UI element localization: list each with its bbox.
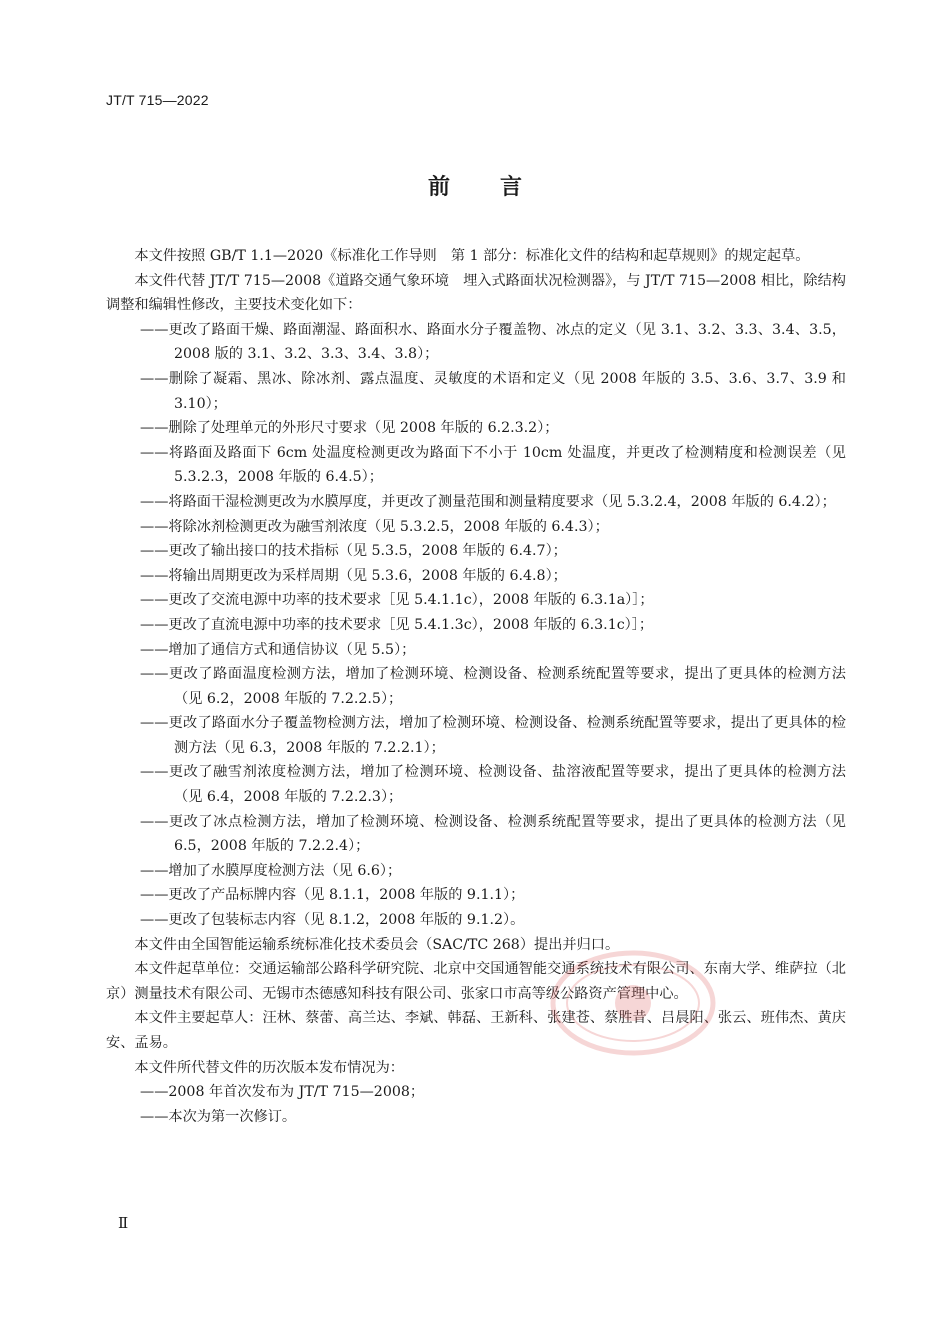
change-item: ——更改了交流电源中功率的技术要求［见 5.4.1.1c），2008 年版的 6.3.1a）］； <box>140 592 654 609</box>
change-item: ——将除冰剂检测更改为融雪剂浓度（见 5.3.2.5，2008 年版的 6.4.3）； <box>140 518 609 535</box>
standard-code-header: JT/T 715—2022 <box>106 92 209 108</box>
page-number: Ⅱ <box>118 1216 129 1232</box>
change-item: ——删除了处理单元的外形尺寸要求（见 2008 年版的 6.2.3.2）； <box>140 420 559 437</box>
change-item: ——将路面及路面下 6cm 处温度检测更改为路面下不小于 10cm 处温度，并更改了检测精度和检测误差（见 5.3.2.3，2008 年版的 6.4.5）； <box>140 444 846 486</box>
change-item: ——增加了水膜厚度检测方法（见 6.6）； <box>140 862 402 879</box>
change-item: ——更改了路面干燥、路面潮湿、路面积水、路面水分子覆盖物、冰点的定义（见 3.1、3.2、3.3、3.4、3.5，2008 版的 3.1、3.2、3.3、3.4、3.8）； <box>140 321 846 363</box>
preface-body <box>106 244 846 1129</box>
change-item: ——更改了路面温度检测方法，增加了检测环境、检测设备、检测系统配置等要求，提出了更具体的检测方法（见 6.2，2008 年版的 7.2.2.5）； <box>140 666 846 707</box>
change-item: ——更改了输出接口的技术指标（见 5.3.5，2008 年版的 6.4.7）； <box>140 543 567 560</box>
change-item: ——将输出周期更改为采样周期（见 5.3.6，2008 年版的 6.4.8）； <box>140 567 567 584</box>
page-title: 前言 <box>427 175 572 200</box>
drafting-units-paragraph: 本文件起草单位：交通运输部公路科学研究院、北京中交国通智能交通系统技术有限公司、东南大学、维萨拉（北京）测量技术有限公司、无锡市杰德感知科技有限公司、张家口市高等级公路资产管理中心。 <box>106 961 846 1002</box>
history-item: ——本次为第一次修订。 <box>140 1108 297 1125</box>
change-item: ——更改了冰点检测方法，增加了检测环境、检测设备、检测系统配置等要求，提出了更具体的检测方法（见 6.5，2008 年版的 7.2.2.4）； <box>140 813 846 855</box>
change-item: ——更改了产品标牌内容（见 8.1.1，2008 年版的 9.1.1）； <box>140 887 525 904</box>
change-item: ——更改了包装标志内容（见 8.1.2，2008 年版的 9.1.2）。 <box>140 912 525 929</box>
change-item: ——更改了直流电源中功率的技术要求［见 5.4.1.3c），2008 年版的 6.3.1c）］； <box>140 616 654 633</box>
intro-paragraph-1: 本文件按照 GB/T 1.1—2020《标准化工作导则 第 1 部分：标准化文件的结构和起草规则》的规定起草。 <box>134 248 810 264</box>
history-intro-paragraph: 本文件所代替文件的历次版本发布情况为： <box>134 1059 404 1076</box>
history-item: ——2008 年首次发布为 JT/T 715—2008； <box>140 1084 425 1101</box>
change-item: ——更改了融雪剂浓度检测方法，增加了检测环境、检测设备、盐溶液配置等要求，提出了更具体的检测方法（见 6.4，2008 年版的 7.2.2.3）； <box>140 764 846 806</box>
change-item: ——将路面干湿检测更改为水膜厚度，并更改了测量范围和测量精度要求（见 5.3.2.4，2008 年版的 6.4.2）； <box>140 493 836 510</box>
drafters-paragraph: 本文件主要起草人：汪林、蔡蕾、高兰达、李斌、韩磊、王新科、张建苍、蔡胜昔、吕晨阳、张云、班伟杰、黄庆安、孟易。 <box>106 1010 846 1051</box>
watermark-stamp-icon <box>548 948 718 1058</box>
change-item: ——更改了路面水分子覆盖物检测方法，增加了检测环境、检测设备、检测系统配置等要求，提出了更具体的检测方法（见 6.3，2008 年版的 7.2.2.1）； <box>140 715 846 756</box>
committee-paragraph: 本文件由全国智能运输系统标准化技术委员会（SAC/TC 268）提出并归口。 <box>134 936 620 953</box>
change-item: ——删除了凝霜、黑冰、除冰剂、露点温度、灵敏度的术语和定义（见 2008 年版的 3.5、3.6、3.7、3.9 和 3.10）； <box>140 370 846 412</box>
change-item: ——增加了通信方式和通信协议（见 5.5）； <box>140 641 416 658</box>
intro-paragraph-2: 本文件代替 JT/T 715—2008《道路交通气象环境 埋入式路面状况检测器》，与 JT/T 715—2008 相比，除结构调整和编辑性修改，主要技术变化如下： <box>106 272 846 314</box>
